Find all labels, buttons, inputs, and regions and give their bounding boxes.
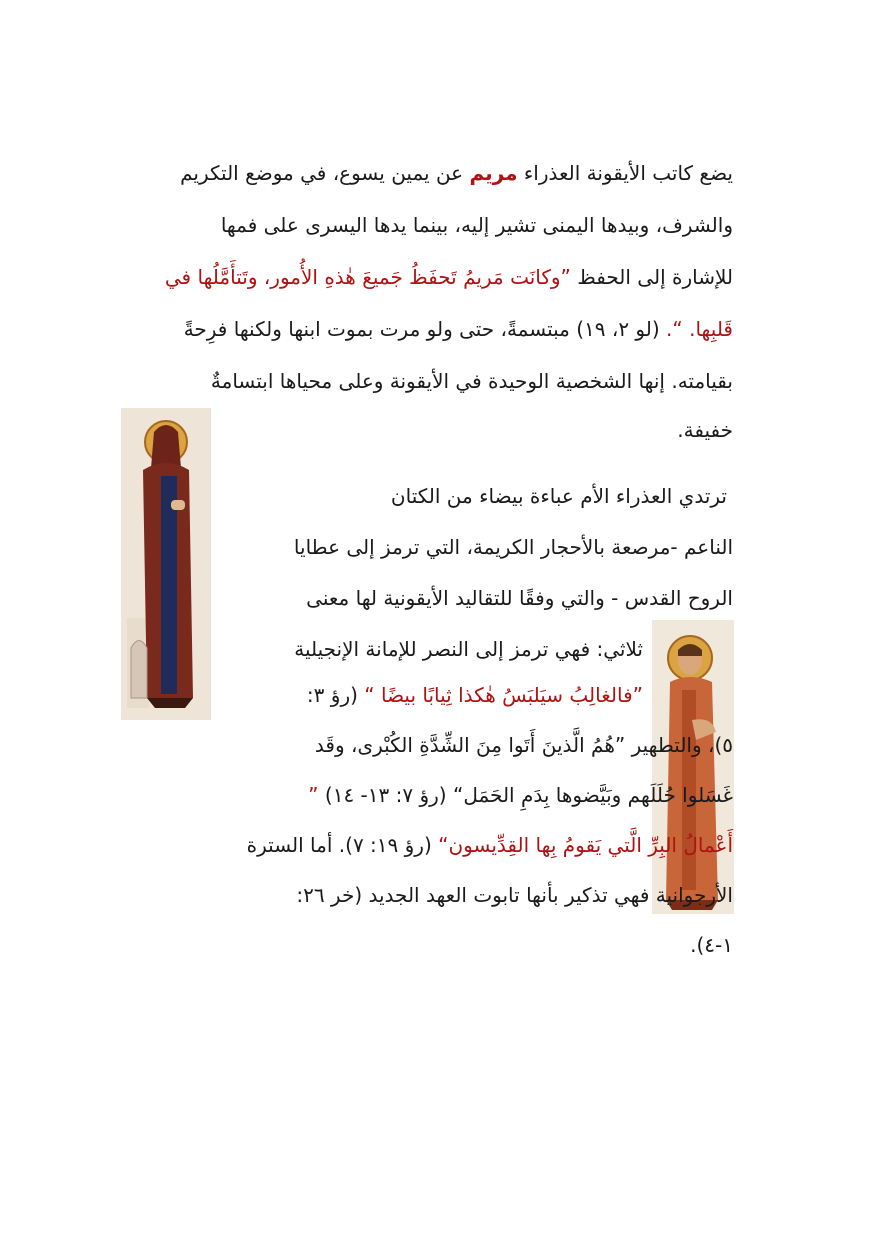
p1-text: (لو ٢، ١٩) مبتسمةً، حتى ولو مرت بموت ابنها ولكنها فرِحةً bbox=[183, 317, 667, 341]
p1-line-5: بقيامته. إنها الشخصية الوحيدة في الأيقونة وعلى محياها ابتسامةٌ bbox=[210, 369, 733, 393]
p2-line-1: ترتدي العذراء الأم عباءة بيضاء من الكتان bbox=[390, 484, 727, 508]
p2-line-6: ٥)، والتطهير ”هُمُ الَّذينَ أَتَوا مِنَ الشِّدَّةِ الكُبْرى، وقَد bbox=[314, 733, 733, 757]
p1-text: يضع كاتب الأيقونة العذراء bbox=[517, 161, 733, 185]
scripture-quote: ”فالغالِبُ سيَلبَسُ هٰكذا ثِيابًا بيضًا “ bbox=[364, 683, 643, 707]
p2-line-3: الروح القدس - والتي وفقًا للتقاليد الأيقونية لها معنى bbox=[306, 586, 733, 610]
p2-line-8 bbox=[247, 830, 733, 860]
p1-line-1 bbox=[180, 158, 733, 188]
p1-line-6: خفيفة. bbox=[677, 418, 733, 442]
p2-line-9: الأرجوانية فهي تذكير بأنها تابوت العهد الجديد (خر ٢٦: bbox=[296, 883, 733, 907]
scripture-quote: ” bbox=[308, 783, 319, 807]
p2-line-2: الناعم -مرصعة بالأحجار الكريمة، التي ترمز إلى عطايا bbox=[293, 535, 733, 559]
p2-line-4: ثلاثي: فهي ترمز إلى النصر للإمانة الإنجيلية bbox=[294, 637, 643, 661]
p2-text: (رؤ ٣: bbox=[306, 683, 365, 707]
mary-name: مريم bbox=[469, 161, 518, 185]
p1-line-3 bbox=[165, 262, 733, 292]
p1-line-2: والشرف، وبيدها اليمنى تشير إليه، بينما يدها اليسرى على فمها bbox=[220, 213, 733, 237]
p2-text: (رؤ ١٩: ٧). أما السترة bbox=[246, 833, 439, 857]
scripture-quote: ”وكانَت مَريمُ تَحفَظُ جَميعَ هٰذهِ الأُمور، وتَتأَمَّلُها في bbox=[164, 265, 571, 289]
p1-text: عن يمين يسوع، في موضع التكريم bbox=[180, 161, 470, 185]
saint-john-icon bbox=[652, 620, 734, 914]
p1-line-4 bbox=[184, 314, 733, 344]
p1-text: للإشارة إلى الحفظ bbox=[570, 265, 733, 289]
p2-line-7 bbox=[308, 780, 733, 810]
p2-text: غَسَلوا حُلَلَهم وبَيَّضوها بِدَمِ الحَمَل“ (رؤ ٧: ١٣- ١٤) bbox=[318, 783, 733, 807]
p2-line-10: ١-٤). bbox=[690, 933, 733, 957]
virgin-mary-icon bbox=[121, 408, 211, 720]
p2-line-5 bbox=[307, 680, 643, 710]
scripture-quote: قَلبِها. “. bbox=[666, 317, 733, 341]
scripture-quote: أَعْمالُ البِرِّ الَّتي يَقومُ بِها القِدِّيسون“ bbox=[438, 833, 733, 857]
